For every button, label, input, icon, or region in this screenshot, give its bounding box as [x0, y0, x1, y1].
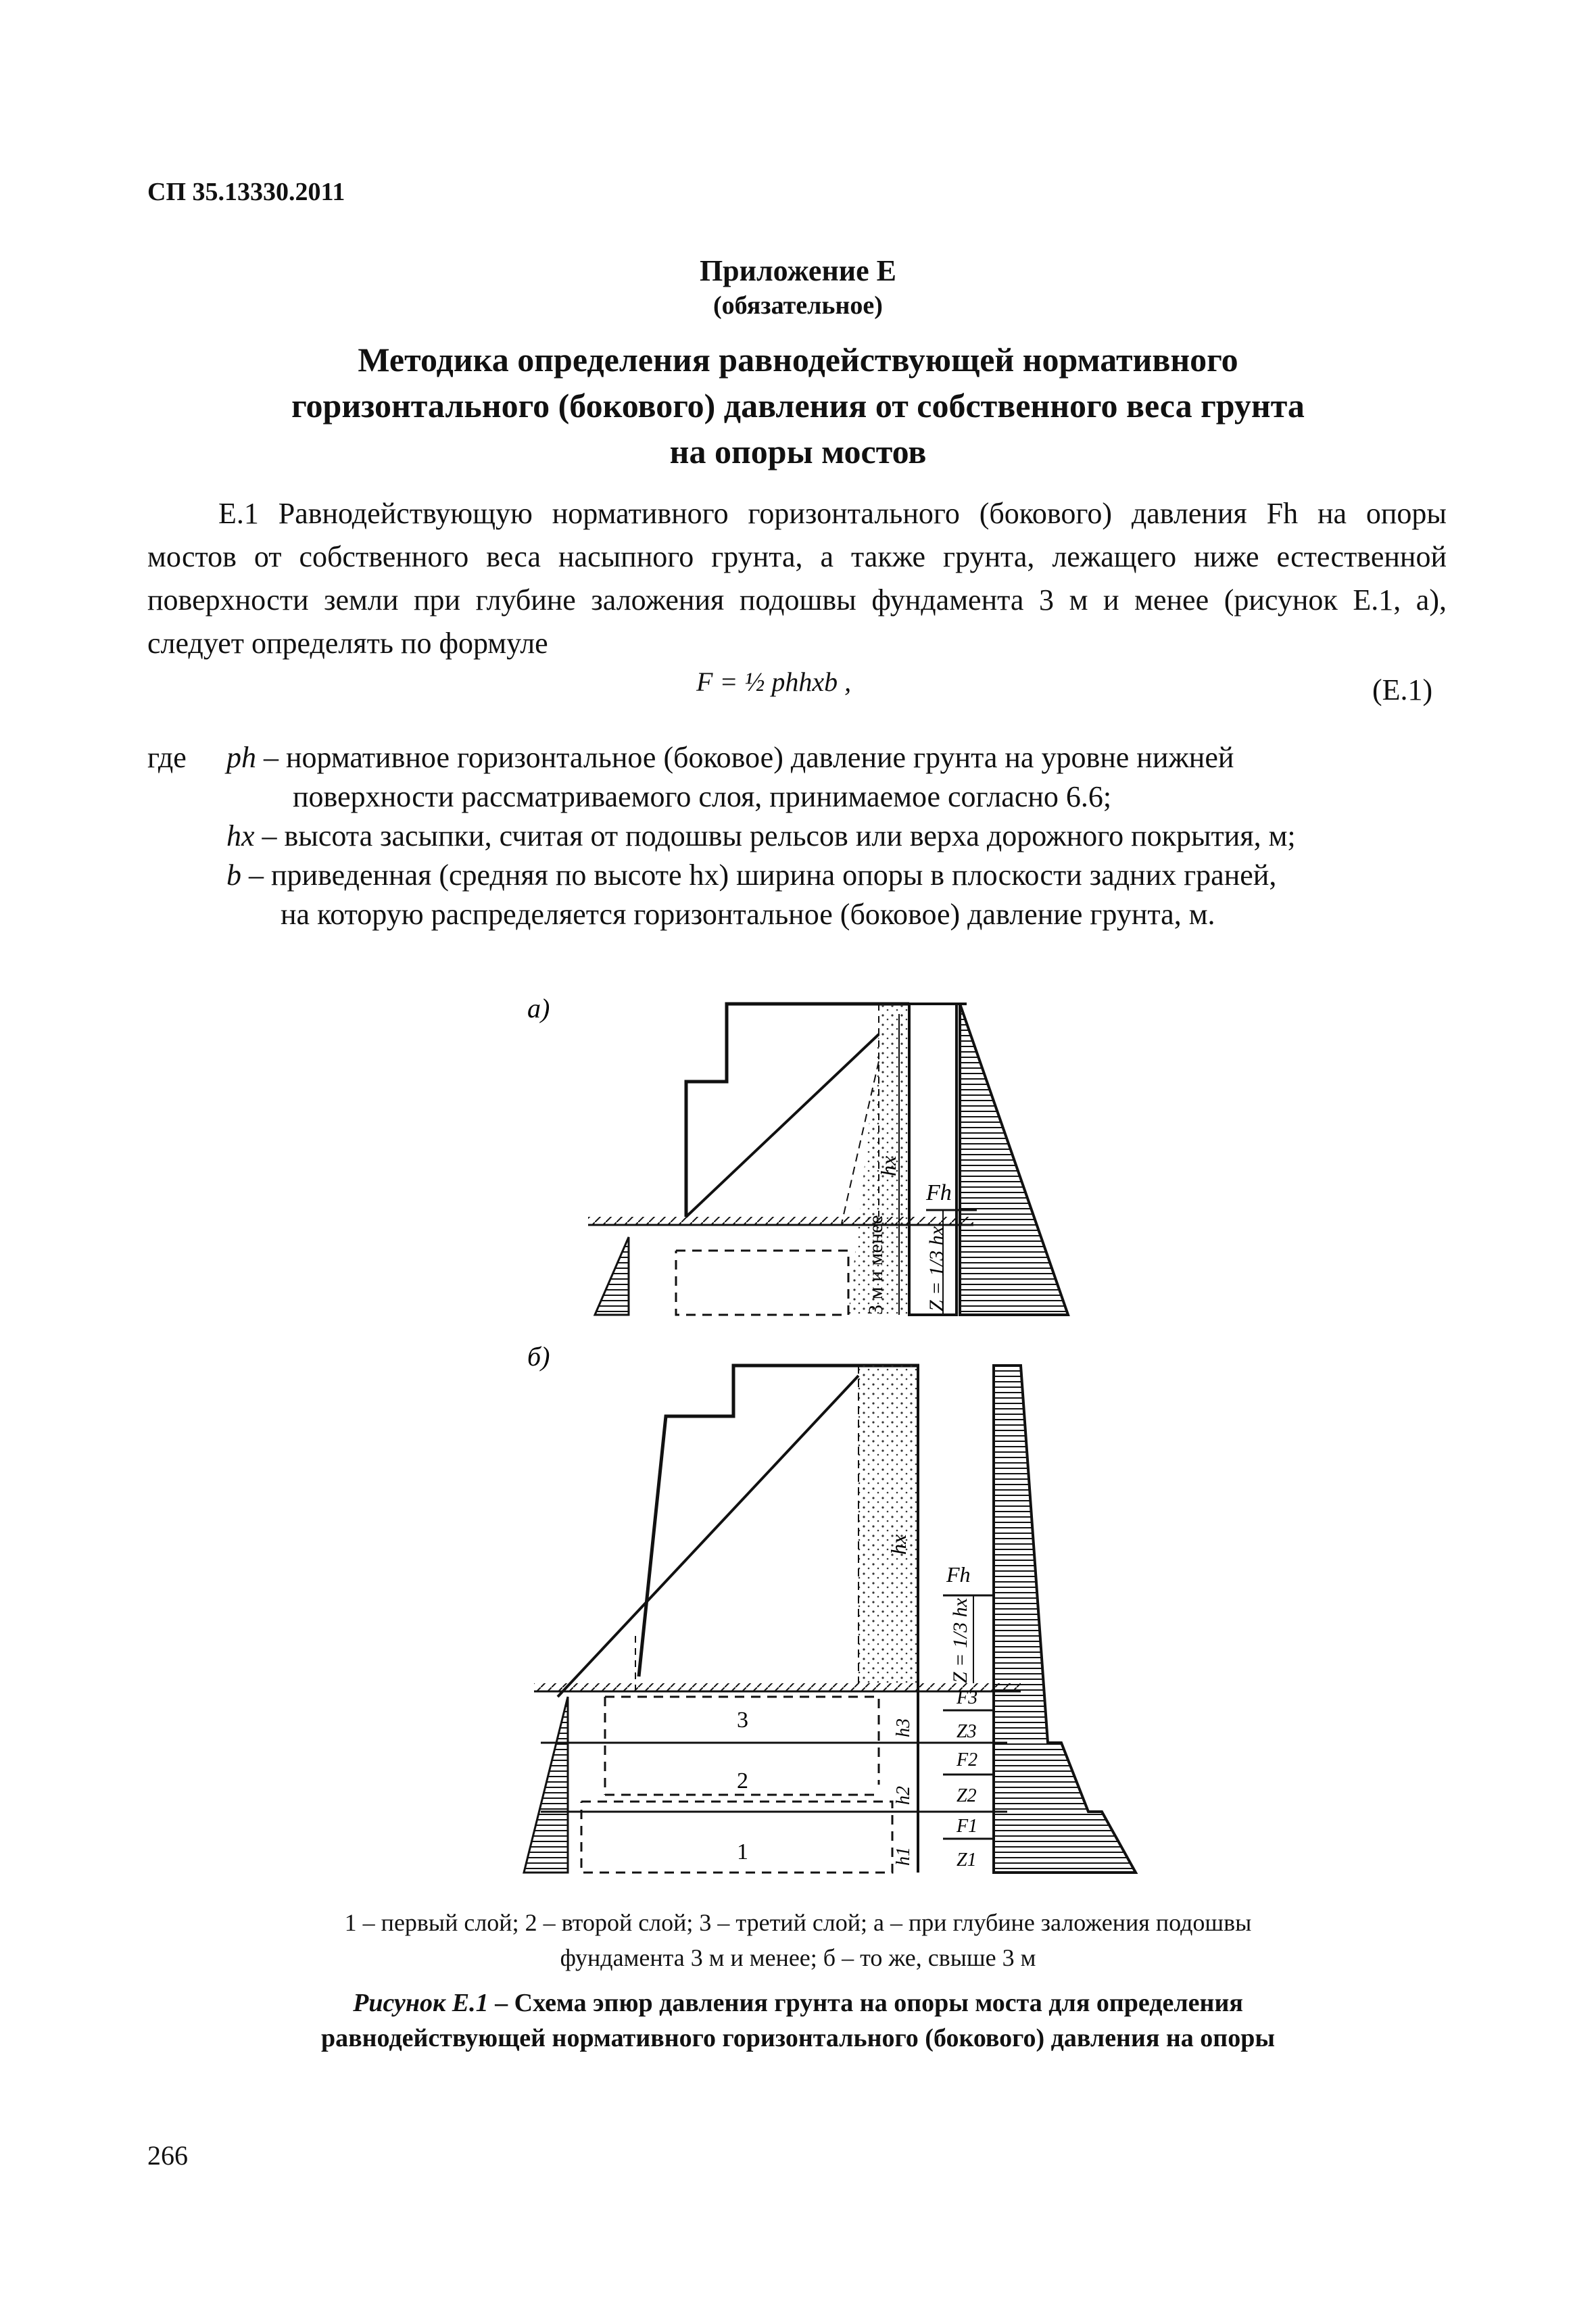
figure-title: [0, 1985, 1596, 2056]
figure-a: [588, 1004, 1068, 1315]
heading-line-1: Методика определения равнодействующей нормативного: [358, 341, 1238, 379]
label-z3: Z3: [957, 1721, 977, 1742]
label-z2: Z2: [957, 1785, 977, 1806]
definition-ph-cont: поверхности рассматриваемого слоя, принимаемое согласно 6.6;: [293, 780, 1112, 813]
label-z-a: Z = 1/3 hx: [925, 1226, 948, 1311]
figure-title-line-2: равнодействующей нормативного горизонтального (бокового) давления на опоры: [320, 2024, 1275, 2052]
label-a: а): [527, 993, 550, 1023]
page-number: 266: [147, 2140, 188, 2171]
appendix-status: (обязательное): [713, 291, 883, 320]
figure-b: [524, 1366, 1136, 1873]
label-f2: F2: [957, 1750, 978, 1770]
label-h2: h2: [893, 1786, 914, 1805]
label-f3: F3: [957, 1687, 978, 1708]
heading-line-2: горизонтального (бокового) давления от собственного веса грунта: [291, 387, 1305, 425]
layer-3-label: 3: [737, 1708, 748, 1733]
label-fh-a: Fh: [926, 1180, 952, 1205]
figure-title-line-1: Рисунок Е.1 – Схема эпюр давления грунта на опоры моста для определения: [353, 1989, 1243, 2017]
label-z-b: Z = 1/3 hx: [949, 1597, 971, 1683]
paragraph-e1-text: Е.1 Равнодействующую нормативного горизонтального (бокового) давления Fh на опоры мостов от собственного веса насыпного грунта, а также грунта, лежащего ниже естественной поверхности земли при глубине заложения подошвы фундамента 3 м и менее (рисунок Е.1, а), следует определять по формуле: [147, 497, 1447, 660]
definition-b: b – приведенная (средняя по высоте hx) ширина опоры в плоскости задних граней,: [226, 859, 1277, 892]
layer-1-label: 1: [737, 1839, 748, 1864]
where-label: где: [147, 741, 187, 774]
definition-b-cont: на которую распределяется горизонтальное (боковое) давление грунта, м.: [281, 898, 1215, 931]
definition-hx: hx – высота засыпки, считая от подошвы рельсов или верха дорожного покрытия, м;: [226, 819, 1296, 852]
label-h1: h1: [893, 1847, 914, 1866]
figure-legend-line-1: 1 – первый слой; 2 – второй слой; 3 – третий слой; а – при глубине заложения подошвы: [344, 1909, 1252, 1936]
label-f1: F1: [957, 1816, 978, 1837]
figure-legend-line-2: фундамента 3 м и менее; б – то же, свыше 3 м: [560, 1944, 1036, 1971]
label-fh-b: Fh: [946, 1562, 971, 1587]
formula-number: (Е.1): [1372, 673, 1433, 706]
label-b: б): [527, 1341, 550, 1372]
label-h3: h3: [893, 1718, 914, 1737]
appendix-title: Приложение Е: [699, 254, 897, 287]
heading-line-3: на опоры мостов: [669, 433, 927, 471]
document-code: СП 35.13330.2011: [147, 178, 345, 206]
figure-title-prefix: Рисунок Е.1: [353, 1989, 489, 2017]
label-z1: Z1: [957, 1850, 977, 1871]
formula-e1: F = ½ phhxb ,: [696, 667, 852, 697]
label-depth-a: 3 м и менее: [865, 1215, 887, 1315]
label-hx-a: hx: [876, 1155, 900, 1176]
definition-ph: ph – нормативное горизонтальное (боковое) давление грунта на уровне нижней: [226, 741, 1234, 774]
layer-2-label: 2: [737, 1768, 748, 1793]
label-hx-b: hx: [886, 1534, 911, 1555]
